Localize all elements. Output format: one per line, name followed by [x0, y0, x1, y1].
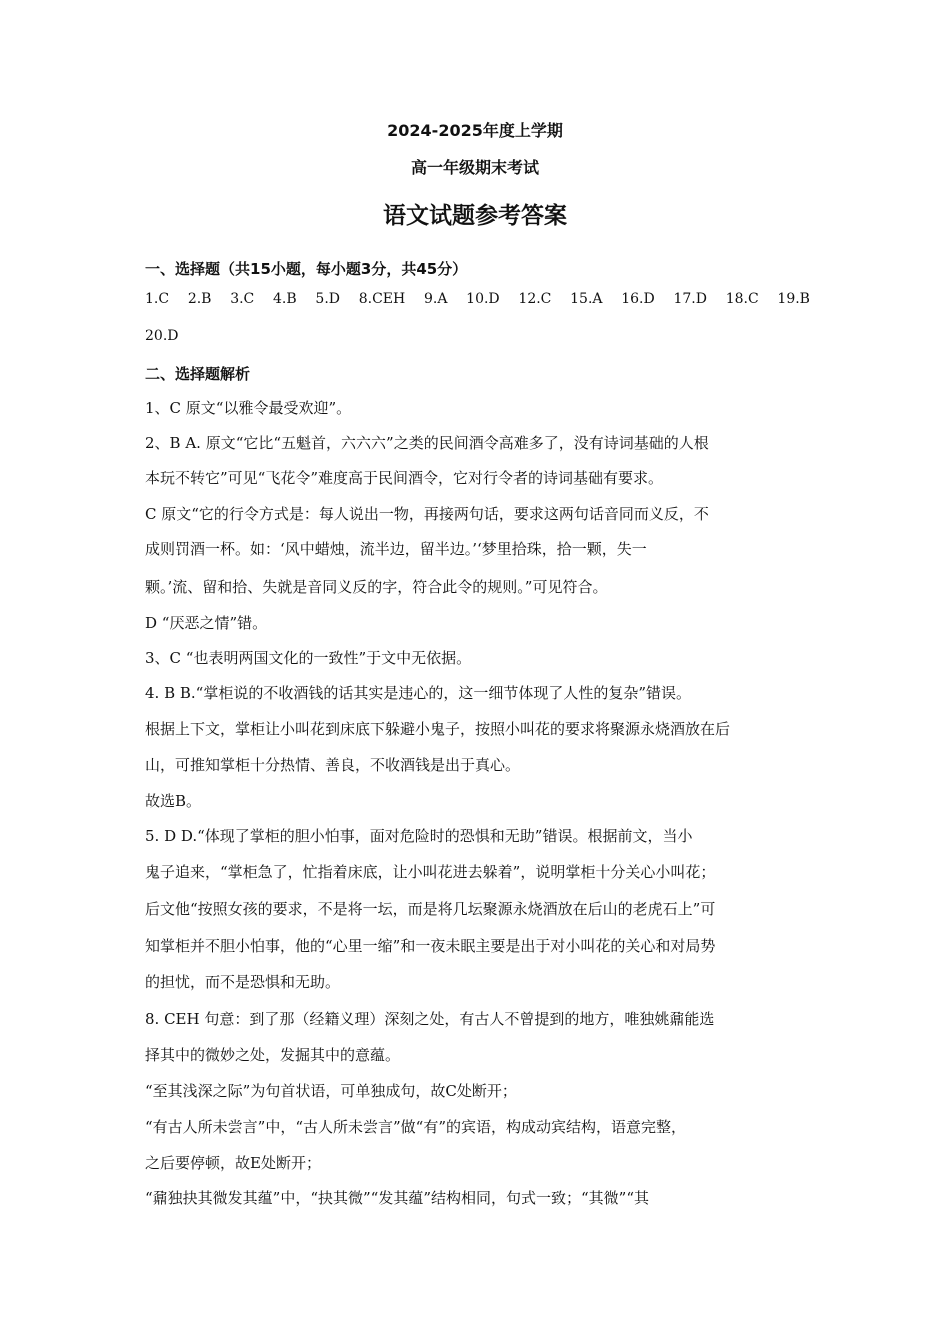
text-line: 根据上下文，掌柜让小叫花到床底下躲避小鬼子，按照小叫花的要求将聚源永烧酒放在后 — [145, 720, 731, 738]
exam-term: 2024-2025年度上学期 — [387, 121, 563, 140]
answer-item: 19.B — [777, 291, 810, 307]
answer-item: 3.C — [230, 291, 255, 307]
text-line: 颗。’流、留和拾、失就是音同义反的字，符合此令的规则。”可见符合。 — [145, 578, 608, 596]
text-line: “至其浅深之际”为句首状语，可单独成句，故C处断开； — [145, 1082, 517, 1100]
text-line: 知掌柜并不胆小怕事，他的“心里一缩”和一夜未眠主要是出于对小叫花的关心和对局势 — [145, 937, 716, 955]
answer-row — [145, 291, 810, 307]
text-line: “有古人所未尝言”中，“古人所未尝言”做“有”的宾语，构成动宾结构，语意完整， — [145, 1118, 687, 1136]
text-line: 鬼子追来，“掌柜急了，忙指着床底，让小叫花进去躲着”，说明掌柜十分关心小叫花； — [145, 863, 716, 881]
text-line: 8. CEH 句意：到了那（经籍义理）深刻之处，有古人不曾提到的地方，唯独姚鼐能选 — [145, 1010, 715, 1028]
text-line: 1、C 原文“以雅令最受欢迎”。 — [145, 399, 352, 417]
answer-item: 15.A — [570, 291, 603, 307]
text-line: 5. D D.“体现了掌柜的胆小怕事，面对危险时的恐惧和无助”错误。根据前文，当小 — [145, 827, 693, 845]
text-line: 山，可推知掌柜十分热情、善良，不收酒钱是出于真心。 — [145, 756, 521, 774]
exam-grade: 高一年级期末考试 — [410, 158, 539, 177]
section-heading-analysis: 二、选择题解析 — [145, 365, 251, 383]
text-line: “鼐独抉其微发其蕴”中，“抉其微”“发其蕴”结构相同，句式一致；“其微”“其 — [145, 1189, 650, 1207]
text-line: 2、B A. 原文“它比“五魁首，六六六”之类的民间酒令高难多了，没有诗词基础的人根 — [145, 434, 709, 452]
text-line: C 原文“它的行令方式是：每人说出一物，再接两句话，要求这两句话音同而义反，不 — [145, 505, 709, 523]
answer-item: 1.C — [145, 291, 170, 307]
text-line: 择其中的微妙之处，发掘其中的意蕴。 — [145, 1046, 401, 1064]
answer-item: 5.D — [315, 291, 340, 307]
section-heading-choice: 一、选择题（共15小题，每小题3分，共45分） — [145, 260, 468, 278]
answer-item: 12.C — [518, 291, 552, 307]
answer-item: 17.D — [673, 291, 707, 307]
text-line: 4. B B.“掌柜说的不收酒钱的话其实是违心的，这一细节体现了人性的复杂”错误。 — [145, 684, 692, 702]
answer-item: 16.D — [621, 291, 655, 307]
answer-item: 9.A — [423, 291, 448, 307]
answer-item: 8.CEH — [358, 291, 406, 307]
answer-item: 4.B — [273, 291, 297, 307]
text-line: 后文他“按照女孩的要求，不是将一坛，而是将几坛聚源永烧酒放在后山的老虎石上”可 — [145, 900, 716, 918]
text-line: 的担忧，而不是恐惧和无助。 — [145, 973, 341, 991]
answer-item: 18.C — [725, 291, 759, 307]
text-line: 3、C “也表明两国文化的一致性”于文中无依据。 — [145, 649, 472, 667]
answer-item: 10.D — [466, 291, 500, 307]
answer-item: 2.B — [187, 291, 212, 307]
text-line: 之后要停顿，故E处断开； — [145, 1154, 321, 1172]
text-line: 本玩不转它”可见“飞花令”难度高于民间酒令，它对行令者的诗词基础有要求。 — [145, 469, 664, 487]
text-line: D “厌恶之情”错。 — [145, 614, 268, 632]
answer-row-2: 20.D — [145, 328, 179, 344]
text-line: 成则罚酒一杯。如：‘风中蜡烛，流半边，留半边。’‘梦里拾珠，拾一颗，失一 — [145, 540, 647, 558]
page-title: 语文试题参考答案 — [383, 203, 567, 229]
text-line: 故选B。 — [145, 792, 202, 810]
